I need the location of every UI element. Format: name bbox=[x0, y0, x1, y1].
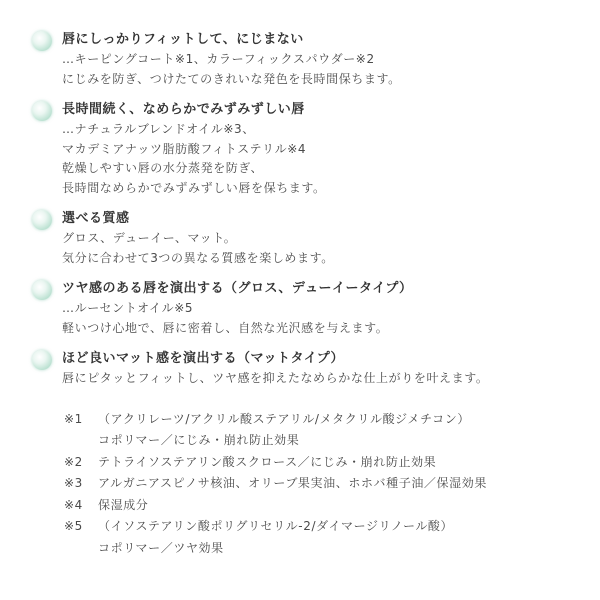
footnote bbox=[64, 409, 580, 431]
feature-moisture bbox=[32, 100, 580, 198]
footnote-mark: ※1 bbox=[64, 411, 83, 426]
footnote-continuation: コポリマー／にじみ・崩れ防止効果 bbox=[98, 433, 300, 447]
footnote-mark: ※5 bbox=[64, 519, 83, 533]
feature-fit bbox=[32, 30, 580, 89]
footnote bbox=[64, 452, 580, 474]
footnotes bbox=[32, 409, 580, 560]
footnote-continuation: コポリマー／ツヤ効果 bbox=[98, 540, 224, 555]
feature-line: …ナチュラルブレンドオイル※3、 bbox=[62, 122, 255, 136]
feature-line: 気分に合わせて3つの異なる質感を楽しめます。 bbox=[62, 250, 334, 265]
bullet-icon bbox=[32, 101, 52, 121]
feature-gloss bbox=[32, 279, 580, 338]
feature-line: …ルーセントオイル※5 bbox=[62, 301, 194, 315]
feature-line: …キーピングコート※1、カラーフィックスパウダー※2 bbox=[62, 52, 375, 66]
footnote-text: テトライソステアリン酸スクロース／にじみ・崩れ防止効果 bbox=[98, 454, 437, 469]
footnote-mark: ※2 bbox=[64, 454, 83, 469]
feature-title: ツヤ感のある唇を演出する（グロス、デューイータイプ） bbox=[62, 281, 413, 296]
footnote-text: 保湿成分 bbox=[98, 497, 149, 512]
feature-line: 軽いつけ心地で、唇に密着し、自然な光沢感を与えます。 bbox=[62, 320, 389, 335]
bullet-icon bbox=[32, 31, 52, 51]
feature-matte bbox=[32, 349, 580, 389]
feature-title: 選べる質感 bbox=[62, 211, 130, 226]
product-description bbox=[32, 30, 580, 559]
footnote-text: アルガニアスピノサ核油、オリーブ果実油、ホホバ種子油／保湿効果 bbox=[98, 476, 487, 490]
feature-line: 乾燥しやすい唇の水分蒸発を防ぎ、 bbox=[62, 161, 264, 175]
bullet-icon bbox=[32, 210, 52, 230]
footnote-mark: ※3 bbox=[64, 476, 83, 490]
feature-title: 長時間続く、なめらかでみずみずしい唇 bbox=[62, 102, 305, 117]
footnote bbox=[64, 495, 580, 517]
feature-line: にじみを防ぎ、つけたてのきれいな発色を長時間保ちます。 bbox=[62, 71, 401, 86]
feature-line: グロス、デューイー、マット。 bbox=[62, 231, 237, 245]
bullet-icon bbox=[32, 280, 52, 300]
feature-line: マカデミアナッツ脂肪酸フィトステリル※4 bbox=[62, 141, 307, 156]
footnote-text: （イソステアリン酸ポリグリセリル-2/ダイマージリノール酸） bbox=[98, 519, 454, 533]
bullet-icon bbox=[32, 350, 52, 370]
feature-line: 長時間なめらかでみずみずしい唇を保ちます。 bbox=[62, 180, 326, 195]
footnote-mark: ※4 bbox=[64, 497, 83, 512]
feature-title: 唇にしっかりフィットして、にじまない bbox=[62, 32, 304, 47]
feature-textures bbox=[32, 209, 580, 268]
footnote bbox=[64, 516, 580, 538]
feature-title: ほど良いマット感を演出する（マットタイプ） bbox=[62, 351, 344, 366]
footnote bbox=[64, 473, 580, 495]
footnote-text: （アクリレーツ/アクリル酸ステアリル/メタクリル酸ジメチコン） bbox=[98, 411, 470, 426]
feature-line: 唇にピタッとフィットし、ツヤ感を抑えたなめらかな仕上がりを叶えます。 bbox=[62, 371, 489, 385]
